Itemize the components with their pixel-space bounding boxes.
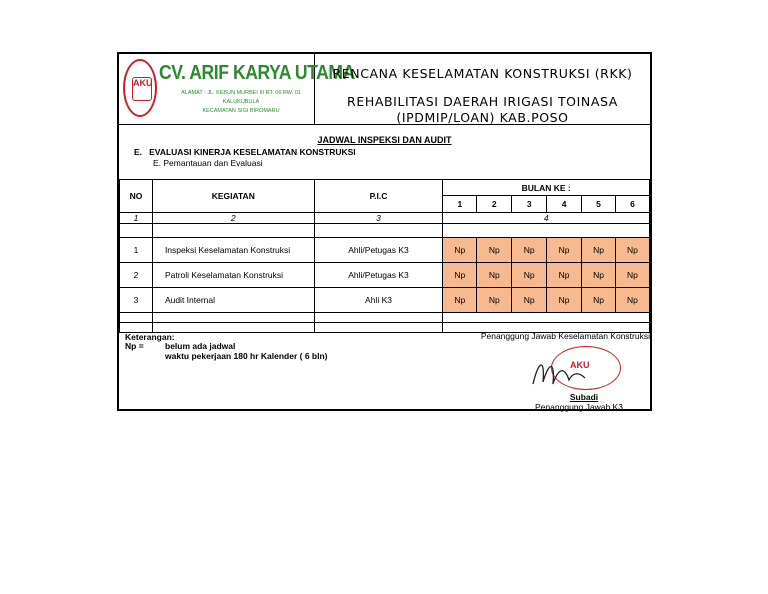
table-row	[120, 288, 650, 313]
schedule-cell: Np	[443, 238, 477, 263]
row-kegiatan: Inspeksi Keselamatan Konstruksi	[152, 238, 314, 263]
project-title-line-2: (IPDMIP/LOAN) KAB.POSO	[396, 110, 569, 125]
document-title: RENCANA KESELAMATAN KONSTRUKSI (RKK)	[332, 66, 633, 81]
spacer-cell	[152, 224, 314, 238]
header-no: NO	[120, 180, 153, 213]
project-title	[315, 94, 650, 126]
signature-icon	[529, 354, 589, 394]
month-2: 2	[477, 196, 512, 213]
company-seal-icon	[123, 59, 157, 117]
schedule-cell: Np	[443, 263, 477, 288]
schedule-cell: Np	[582, 238, 616, 263]
section-subtitle: E. Pemantauan dan Evaluasi	[153, 158, 263, 168]
month-6: 6	[615, 196, 649, 213]
spacer-cell	[314, 323, 443, 333]
header-pic: P.I.C	[314, 180, 443, 213]
schedule-cell: Np	[615, 288, 649, 313]
address-line-1: ALAMAT : JL. KEBUN MURBEI III RT. 06 RW. 01 KALUKUBULA	[181, 90, 301, 105]
schedule-cell: Np	[477, 263, 512, 288]
np-meaning-line-2: waktu pekerjaan 180 hr Kalender ( 6 bln)	[165, 351, 328, 361]
schedule-cell: Np	[582, 288, 616, 313]
schedule-cell: Np	[547, 263, 582, 288]
seal-monogram: AKU	[132, 77, 152, 101]
schedule-cell: Np	[477, 238, 512, 263]
document-frame	[117, 52, 652, 411]
col-number-2: 2	[152, 213, 314, 224]
row-pic: Ahli/Petugas K3	[314, 238, 443, 263]
spacer-cell	[120, 323, 153, 333]
month-4: 4	[547, 196, 582, 213]
row-no: 1	[120, 238, 153, 263]
notes-label: Keterangan:	[125, 332, 175, 342]
schedule-cell: Np	[477, 288, 512, 313]
col-number-3: 3	[314, 213, 443, 224]
schedule-cell: Np	[582, 263, 616, 288]
np-label: Np =	[125, 341, 144, 351]
signer-name: Subadi	[569, 392, 599, 402]
np-meaning-line-1: belum ada jadwal	[165, 341, 236, 351]
schedule-cell: Np	[512, 263, 547, 288]
schedule-cell: Np	[547, 238, 582, 263]
spacer-cell	[120, 313, 153, 323]
section-letter: E.	[134, 147, 143, 157]
month-3: 3	[512, 196, 547, 213]
spacer-cell	[314, 224, 443, 238]
project-title-line-1: REHABILITASI DAERAH IRIGASI TOINASA	[347, 94, 618, 109]
col-number-4: 4	[443, 213, 650, 224]
row-kegiatan: Audit Internal	[152, 288, 314, 313]
schedule-cell: Np	[615, 263, 649, 288]
spacer-cell	[314, 313, 443, 323]
section-title	[134, 147, 356, 157]
responsible-title: Penanggung Jawab Keselamatan Konstruksi	[480, 331, 650, 341]
schedule-cell: Np	[615, 238, 649, 263]
spacer-cell	[443, 224, 650, 238]
company-name: CV. ARIF KARYA UTAMA	[159, 62, 355, 84]
company-logo-block	[119, 54, 355, 124]
company-address	[171, 89, 311, 116]
section-title-text: EVALUASI KINERJA KESELAMATAN KONSTRUKSI	[149, 147, 356, 157]
signer-role: Penanggung Jawab K3	[535, 402, 623, 412]
document-header	[119, 54, 650, 125]
header-bulan: BULAN KE :	[443, 180, 650, 196]
table-row	[120, 238, 650, 263]
spacer-cell	[443, 313, 650, 323]
month-5: 5	[582, 196, 616, 213]
table-row	[120, 263, 650, 288]
row-kegiatan: Patroli Keselamatan Konstruksi	[152, 263, 314, 288]
address-line-2: KECAMATAN SIGI BIROMARU	[202, 108, 280, 114]
schedule-cell: Np	[512, 238, 547, 263]
header-kegiatan: KEGIATAN	[152, 180, 314, 213]
row-no: 3	[120, 288, 153, 313]
row-pic: Ahli K3	[314, 288, 443, 313]
schedule-cell: Np	[547, 288, 582, 313]
schedule-table	[119, 179, 650, 333]
stamp-monogram: AKU	[570, 360, 590, 370]
schedule-cell: Np	[512, 288, 547, 313]
month-1: 1	[443, 196, 477, 213]
row-pic: Ahli/Petugas K3	[314, 263, 443, 288]
spacer-cell	[152, 323, 314, 333]
schedule-cell: Np	[443, 288, 477, 313]
col-number-1: 1	[120, 213, 153, 224]
row-no: 2	[120, 263, 153, 288]
spacer-cell	[152, 313, 314, 323]
spacer-cell	[120, 224, 153, 238]
schedule-heading: JADWAL INSPEKSI DAN AUDIT	[317, 135, 452, 145]
